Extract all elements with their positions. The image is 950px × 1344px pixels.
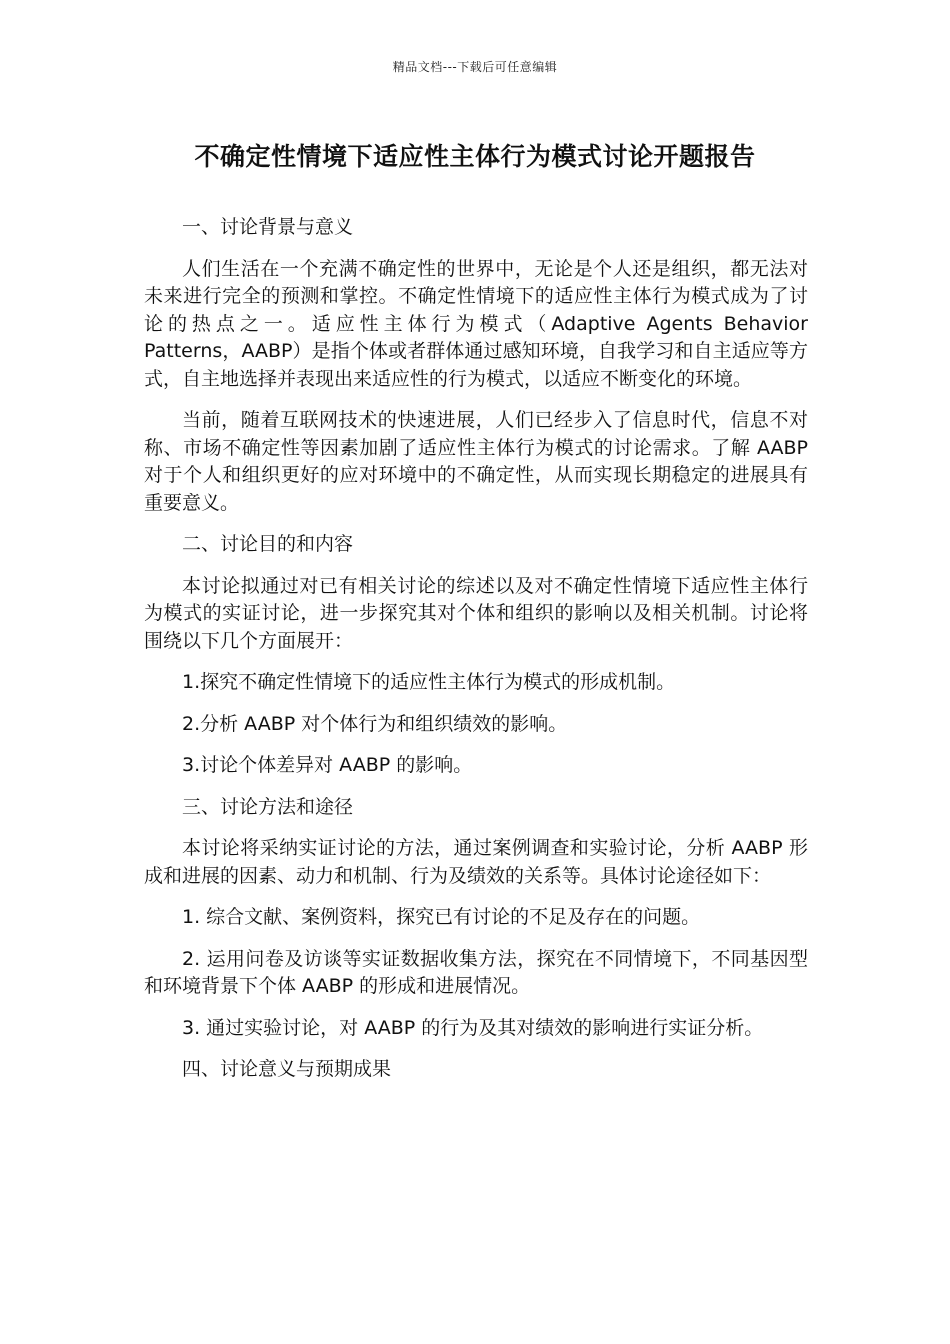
paragraph-background-2: 当前，随着互联网技术的快速进展，人们已经步入了信息时代，信息不对称、市场不确定性等因素加剧了适应性主体行为模式的讨论需求。了解 AABP 对于个人和组织更好的应对环境中的不确定性，从而实现长期稳定的进展具有重要意义。 [144, 409, 808, 514]
paragraph-background-1: 人们生活在一个充满不确定性的世界中，无论是个人还是组织，都无法对未来进行完全的预测和掌控。不确定性情境下的适应性主体行为模式成为了讨论的热点之一。适应性主体行为模式（Adaptive Agents Behavior Patterns，AABP）是指个体或者群体通过感知环境，自我学习和自主适应等方式，自主地选择并表现出来适应性的行为模式，以适应不断变化的环境。 [144, 257, 808, 390]
section-heading-background: 一、讨论背景与意义 [182, 216, 354, 238]
list-item-method-1: 1. 综合文献、案例资料，探究已有讨论的不足及存在的问题。 [182, 906, 701, 928]
list-item-purpose-1: 1.探究不确定性情境下的适应性主体行为模式的形成机制。 [182, 671, 676, 693]
paragraph-method-intro: 本讨论将采纳实证讨论的方法，通过案例调查和实验讨论，分析 AABP 形成和进展的因素、动力和机制、行为及绩效的关系等。具体讨论途径如下： [144, 837, 808, 887]
list-item-method-3: 3. 通过实验讨论，对 AABP 的行为及其对绩效的影响进行实证分析。 [182, 1016, 764, 1039]
list-item-purpose-3: 3.讨论个体差异对 AABP 的影响。 [182, 754, 473, 776]
section-heading-purpose: 二、讨论目的和内容 [182, 533, 354, 555]
section-heading-significance: 四、讨论意义与预期成果 [182, 1058, 392, 1080]
list-item-purpose-2: 2.分析 AABP 对个体行为和组织绩效的影响。 [182, 712, 568, 735]
document-title: 不确定性情境下适应性主体行为模式讨论开题报告 [194, 142, 756, 171]
document-body [144, 214, 808, 1098]
paragraph-purpose-intro: 本讨论拟通过对已有相关讨论的综述以及对不确定性情境下适应性主体行为模式的实证讨论，进一步探究其对个体和组织的影响以及相关机制。讨论将围绕以下几个方面展开： [144, 574, 808, 652]
header-note: 精品文档---下载后可任意编辑 [392, 60, 558, 74]
list-item-method-2: 2. 运用问卷及访谈等实证数据收集方法，探究在不同情境下，不同基因型和环境背景下个体 AABP 的形成和进展情况。 [144, 947, 808, 997]
section-heading-method: 三、讨论方法和途径 [182, 795, 354, 818]
